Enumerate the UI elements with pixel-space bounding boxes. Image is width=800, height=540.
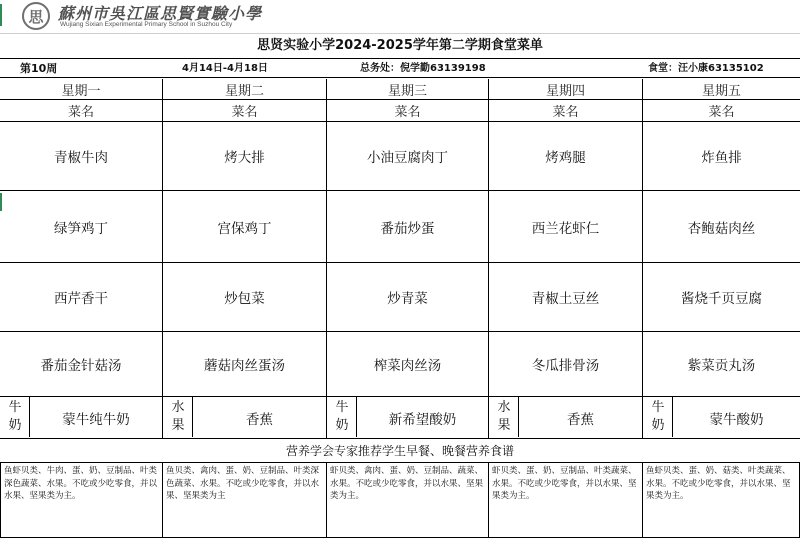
snack-label: 牛奶 <box>335 400 349 433</box>
snack-item: 新希望酸奶 <box>388 411 457 428</box>
day-header-mon: 星期一 <box>61 83 101 99</box>
day-header-tue: 星期二 <box>224 83 264 99</box>
nutrition-note: 鱼虾贝类、蛋、奶、菇类、叶类蔬菜、水果。不吃或少吃零食，并以水果、坚果类为主。 <box>642 462 800 538</box>
dish-header: 菜名 <box>552 105 579 120</box>
dish-cell: 宫保鸡丁 <box>217 220 272 237</box>
nutrition-note: 鱼虾贝类、牛肉、蛋、奶、豆制品、叶类深色蔬菜、水果。不吃或少吃零食，并以水果、坚果类为主。 <box>0 462 163 538</box>
dish-cell: 榨菜肉丝汤 <box>373 358 442 374</box>
nutrition-note: 虾贝类、禽肉、蛋、奶、豆制品、蔬菜、水果。不吃或少吃零食，并以水果、坚果类为主。 <box>326 462 489 538</box>
school-name-cn: 蘇州市吳江區思賢實驗小學 <box>58 4 263 23</box>
dish-cell: 紫菜贡丸汤 <box>687 358 756 374</box>
dish-cell: 绿笋鸡丁 <box>54 220 108 237</box>
dish-header: 菜名 <box>231 105 258 120</box>
dish-cell: 炒青菜 <box>387 291 428 307</box>
page-title: 思贤实验小学2024-2025学年第二学期食堂菜单 <box>257 38 543 53</box>
dish-cell: 西芹香干 <box>54 291 108 307</box>
snack-item: 香蕉 <box>246 411 273 428</box>
dish-cell: 西兰花虾仁 <box>531 220 600 237</box>
dish-cell: 酱烧千页豆腐 <box>681 291 762 307</box>
day-header-wed: 星期三 <box>387 83 427 99</box>
snack-label: 牛奶 <box>8 400 22 433</box>
nutrition-note: 鱼贝类、禽肉、蛋、奶、豆制品、叶类深色蔬菜、水果。不吃或少吃零食，并以水果、坚果类为主 <box>162 462 327 538</box>
dish-cell: 炸鱼排 <box>701 150 742 166</box>
snack-item: 香蕉 <box>567 411 594 428</box>
week-number: 第10周 <box>20 62 58 75</box>
office-contact: 总务处：倪学勤63139198 <box>360 63 486 74</box>
dish-cell: 烤大排 <box>224 150 265 166</box>
dish-header: 菜名 <box>708 105 735 120</box>
canteen-contact: 食堂：汪小康63135102 <box>648 63 764 74</box>
dish-cell: 番茄金针菇汤 <box>40 358 122 374</box>
dish-cell: 番茄炒蛋 <box>380 220 435 237</box>
cell-marker <box>0 4 2 26</box>
dish-cell: 青椒土豆丝 <box>531 291 600 307</box>
dish-header: 菜名 <box>394 105 421 120</box>
row-divider <box>0 438 800 439</box>
dish-cell: 炒包菜 <box>224 291 265 307</box>
date-range: 4月14日-4月18日 <box>182 63 268 74</box>
day-header-thu: 星期四 <box>545 83 585 99</box>
snack-item: 蒙牛酸奶 <box>709 411 764 428</box>
dish-cell: 杏鲍菇肉丝 <box>687 220 756 237</box>
school-banner <box>0 0 800 34</box>
dish-cell: 烤鸡腿 <box>545 150 586 166</box>
school-name-en: Wujiang Sixian Experimental Primary School in Suzhou City <box>60 21 233 28</box>
dish-cell: 冬瓜排骨汤 <box>531 358 600 374</box>
nutrition-note: 虾贝类、蛋、奶、豆制品、叶类蔬菜、水果。不吃或少吃零食，并以水果、坚果类为主。 <box>488 462 643 538</box>
snack-label: 水果 <box>171 400 185 433</box>
snack-label: 水果 <box>497 400 511 433</box>
logo-char: 思 <box>28 7 44 26</box>
nutrition-title: 营养学会专家推荐学生早餐、晚餐营养食谱 <box>285 444 514 458</box>
dish-cell: 蘑菇肉丝蛋汤 <box>204 358 285 374</box>
info-row <box>0 58 800 78</box>
snack-label: 牛奶 <box>651 400 665 433</box>
dish-cell: 青椒牛肉 <box>54 150 108 166</box>
dish-cell: 小油豆腐肉丁 <box>367 150 448 166</box>
dish-header: 菜名 <box>67 105 94 120</box>
day-header-fri: 星期五 <box>701 83 741 99</box>
snack-item: 蒙牛纯牛奶 <box>62 411 130 428</box>
school-logo-icon <box>22 2 50 30</box>
